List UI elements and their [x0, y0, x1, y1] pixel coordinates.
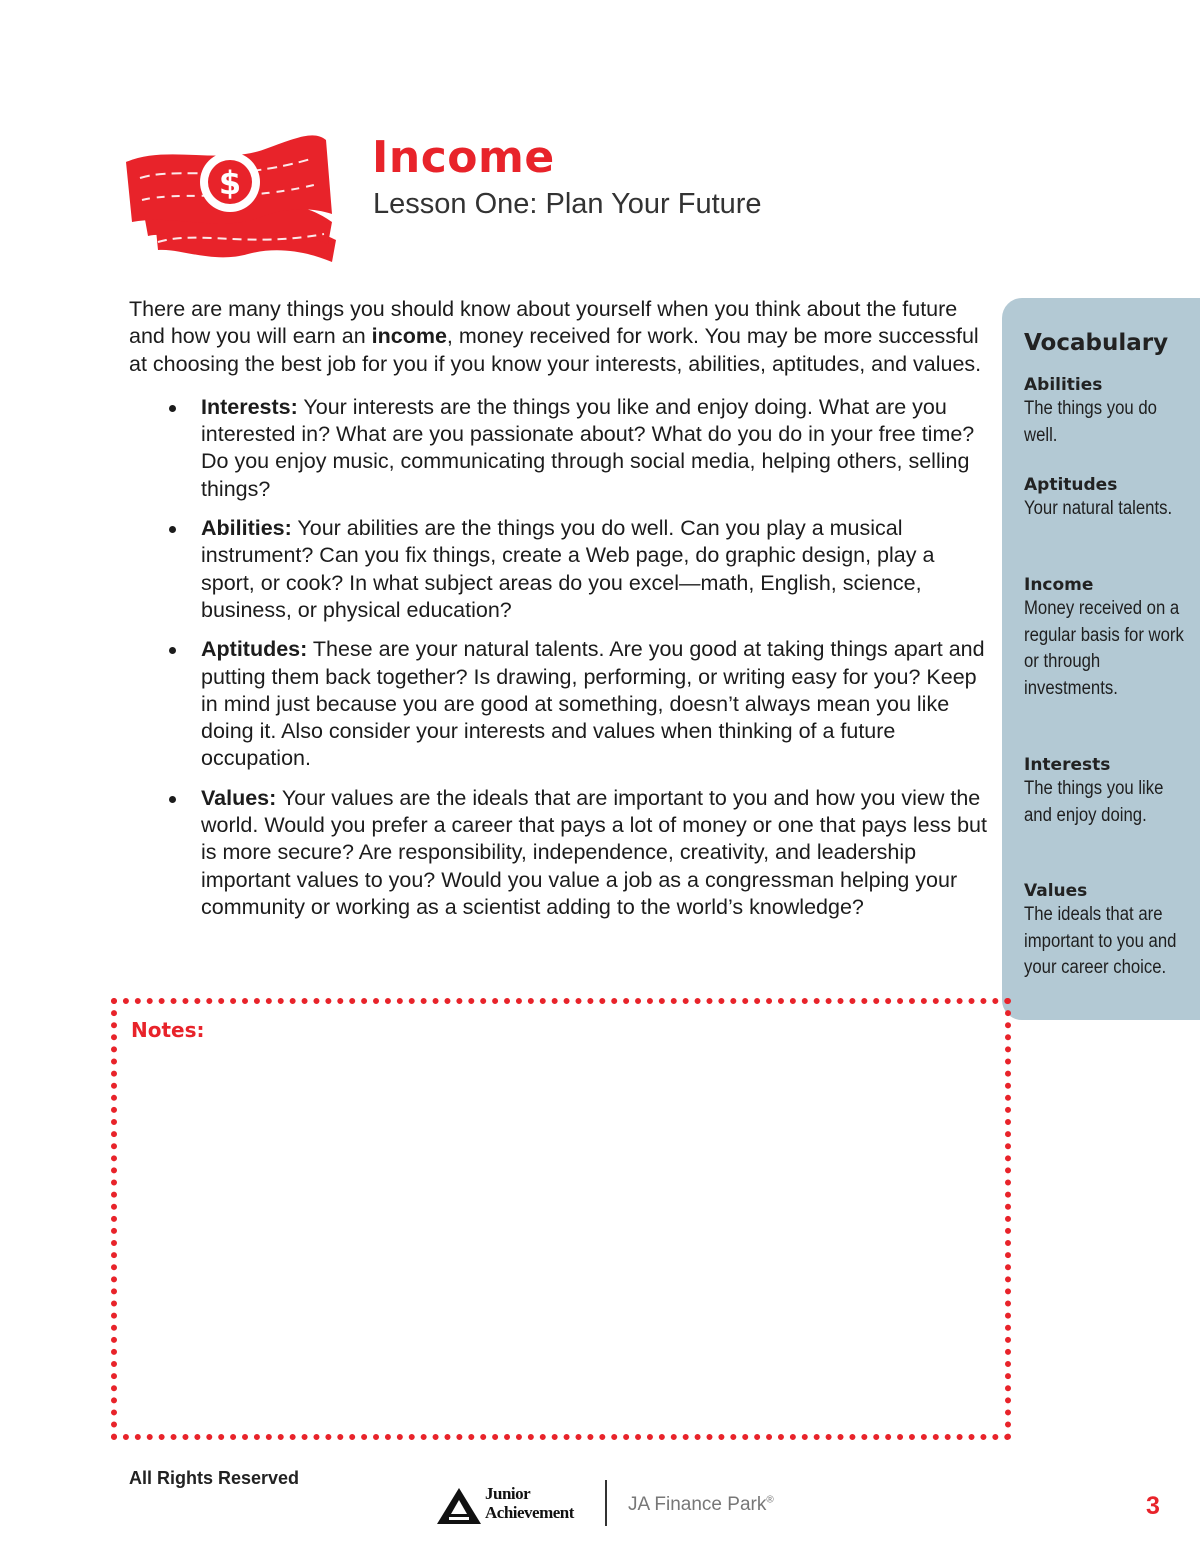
- vocabulary-definition: Your natural talents.: [1024, 498, 1173, 519]
- vocabulary-list: [1024, 374, 1194, 1034]
- bullet-text: These are your natural talents. Are you good at taking things apart and putting them back together? Is drawing, performing, or writing easy for you? Keep in mind just because you are good at something, doesn’t always mean you like doing it. Also consider your interests and values when thinking of a future occupation.: [201, 637, 985, 771]
- money-stack-icon: [118, 122, 340, 280]
- bullet-text: Your abilities are the things you do well. Can you play a musical instrument? Can you fix things, create a Web page, do graphic design, play a sport, or cook? In what subject areas do you excel—math, English, science, business, or physical education?: [201, 516, 935, 622]
- vocabulary-entry: [1024, 374, 1194, 450]
- vocabulary-term: Interests: [1024, 755, 1111, 775]
- list-item: [129, 515, 989, 624]
- logo-line-1: Junior: [485, 1484, 531, 1503]
- vocabulary-definition: The things you do well.: [1024, 398, 1157, 446]
- vocabulary-entry: [1024, 754, 1194, 856]
- intro-bold-term: income: [371, 324, 447, 349]
- junior-achievement-logo: [437, 1484, 587, 1528]
- bullet-icon: [169, 647, 176, 654]
- bullet-text: Your values are the ideals that are important to you and how you view the world. Would you prefer a career that pays a lot of money or one that pays less but is more secure? Are responsibility, independence, creativity, and leadership important values to you? Would you value a job as a congressman helping your community or working as a scientist adding to the world’s knowledge?: [201, 785, 987, 919]
- page-subtitle: Lesson One: Plan Your Future: [373, 188, 762, 220]
- rights-notice: All Rights Reserved: [129, 1468, 300, 1488]
- lesson-body: [129, 296, 989, 933]
- vocabulary-entry: [1024, 474, 1194, 550]
- logo-line-2: Achievement: [485, 1503, 574, 1522]
- intro-text-start: There are many things you should know about yourself when you think about the future and how you will earn an: [129, 297, 958, 349]
- intro-paragraph: [129, 296, 989, 378]
- topic-list: [129, 394, 989, 921]
- vocabulary-panel: [1002, 298, 1200, 1020]
- page-title: Income: [372, 132, 555, 183]
- bullet-icon: [169, 405, 176, 412]
- vocabulary-title: Vocabulary: [1024, 330, 1169, 356]
- page-number: 3: [1146, 1492, 1160, 1520]
- svg-text:$: $: [218, 164, 242, 202]
- vocabulary-definition: Money received on a regular basis for work or through investments.: [1024, 598, 1184, 699]
- notes-label: Notes:: [131, 1018, 205, 1042]
- notes-area[interactable]: [111, 998, 1011, 1440]
- list-item: [129, 785, 989, 921]
- bullet-text: Your interests are the things you like and enjoy doing. What are you interested in? What are you passionate about? What do you do in your free time? Do you enjoy music, communicating through social media, helping others, selling things?: [201, 394, 975, 501]
- bullet-term: Values:: [201, 785, 277, 810]
- bullet-term: Abilities:: [201, 516, 292, 541]
- vocabulary-term: Income: [1024, 575, 1094, 595]
- intro-text-end: , money received for work. You may be more successful at choosing the best job for you if you know your interests, abilities, aptitudes, and values.: [129, 324, 982, 376]
- vocabulary-term: Aptitudes: [1024, 475, 1118, 495]
- vocabulary-entry: [1024, 574, 1194, 730]
- vocabulary-entry: [1024, 880, 1194, 1010]
- bullet-icon: [169, 526, 176, 533]
- registered-mark: ®: [766, 1494, 774, 1506]
- bullet-icon: [169, 796, 176, 803]
- list-item: [129, 394, 989, 503]
- logo-wordmark: [485, 1484, 574, 1522]
- vocabulary-term: Values: [1024, 881, 1088, 901]
- vocabulary-definition: The things you like and enjoy doing.: [1024, 778, 1164, 826]
- junior-achievement-logo-icon: [437, 1488, 481, 1524]
- footer-divider: [605, 1480, 607, 1526]
- bullet-term: Interests:: [201, 394, 298, 419]
- bullet-term: Aptitudes:: [201, 637, 308, 662]
- list-item: [129, 636, 989, 772]
- vocabulary-definition: The ideals that are important to you and your career choice.: [1024, 904, 1177, 978]
- program-name: [628, 1494, 774, 1516]
- program-name-text: JA Finance Park: [628, 1494, 767, 1515]
- vocabulary-term: Abilities: [1024, 375, 1103, 395]
